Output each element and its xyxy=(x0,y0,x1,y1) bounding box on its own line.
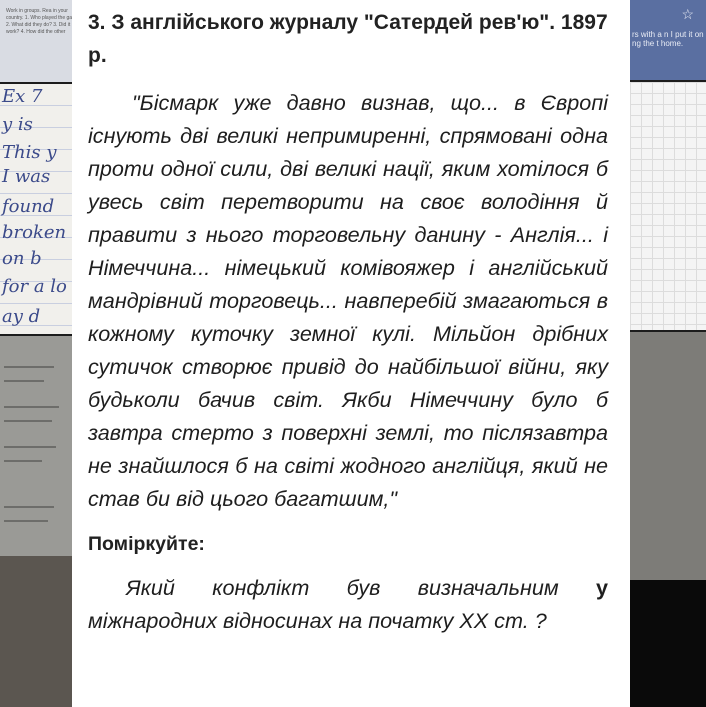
handwriting-line: ay d xyxy=(2,306,41,327)
question-text-end: міжнародних відносинах на початку XX ст. ? xyxy=(88,608,547,633)
text-line xyxy=(4,506,54,508)
task-heading: Поміркуйте: xyxy=(88,533,205,555)
source-heading: 3. З англійського журналу "Сатердей рев'ю". 1897 р. xyxy=(88,11,608,67)
handwriting-line: Ex 7 xyxy=(2,86,43,107)
handwriting-line: found xyxy=(2,196,55,217)
text-line xyxy=(4,446,56,448)
background-card-right xyxy=(630,0,706,80)
background-photo xyxy=(0,556,72,707)
star-icon: ☆ xyxy=(681,6,694,22)
background-document-right xyxy=(630,332,706,580)
handwriting-line: on b xyxy=(2,248,42,269)
question-text: Який конфлікт був визначальним xyxy=(126,575,596,600)
handwriting-line: y is xyxy=(2,114,33,135)
text-line xyxy=(4,380,44,382)
task-question xyxy=(88,571,608,637)
handwriting-line: broken xyxy=(2,222,67,243)
text-line xyxy=(4,520,48,522)
handwriting-line: I was xyxy=(2,166,51,187)
text-line xyxy=(4,460,42,462)
handwriting-line: This y xyxy=(2,142,57,163)
question-bold-word: у xyxy=(595,575,608,600)
background-card-text: rs with a n I put it on ng the t home. xyxy=(632,30,704,48)
text-line xyxy=(4,366,54,368)
handwriting-line: for a lo xyxy=(2,276,67,297)
background-textbook-snippet xyxy=(0,0,80,82)
source-quote: "Бісмарк уже давно визнав, що... в Європі існують дві великі непримиренні, спрямовані одна проти одної сили, дві великі нації, яким хотілося б увесь світ перетворити на своє володіння й правити з нього торговельну данину - Англія... і Німеччина... німецький комівояжер і англійський мандрівний торговець... навперебій змагаються в кожному куточку земної кулі. Мільйон дрібних сутичок створює привід до найбільшої війни, яку будьколи бачив світ. Якби Німеччину було б завтра стерто з поверхні землі, то післязавтра не знайшлося б на світі жодного англійця, який не став би від цього багатшим," xyxy=(88,90,608,511)
text-line xyxy=(4,406,59,408)
background-grid-paper xyxy=(630,82,706,330)
background-notebook xyxy=(0,84,80,334)
background-dark-area xyxy=(630,580,706,707)
background-textbook-text: Work in groups. Rea in your country. 1. Who played the ga 2. What did they do? 3. Did it work? 4. How did the other xyxy=(6,8,73,35)
document-page xyxy=(72,0,630,707)
text-line xyxy=(4,420,52,422)
background-document-left xyxy=(0,336,72,556)
